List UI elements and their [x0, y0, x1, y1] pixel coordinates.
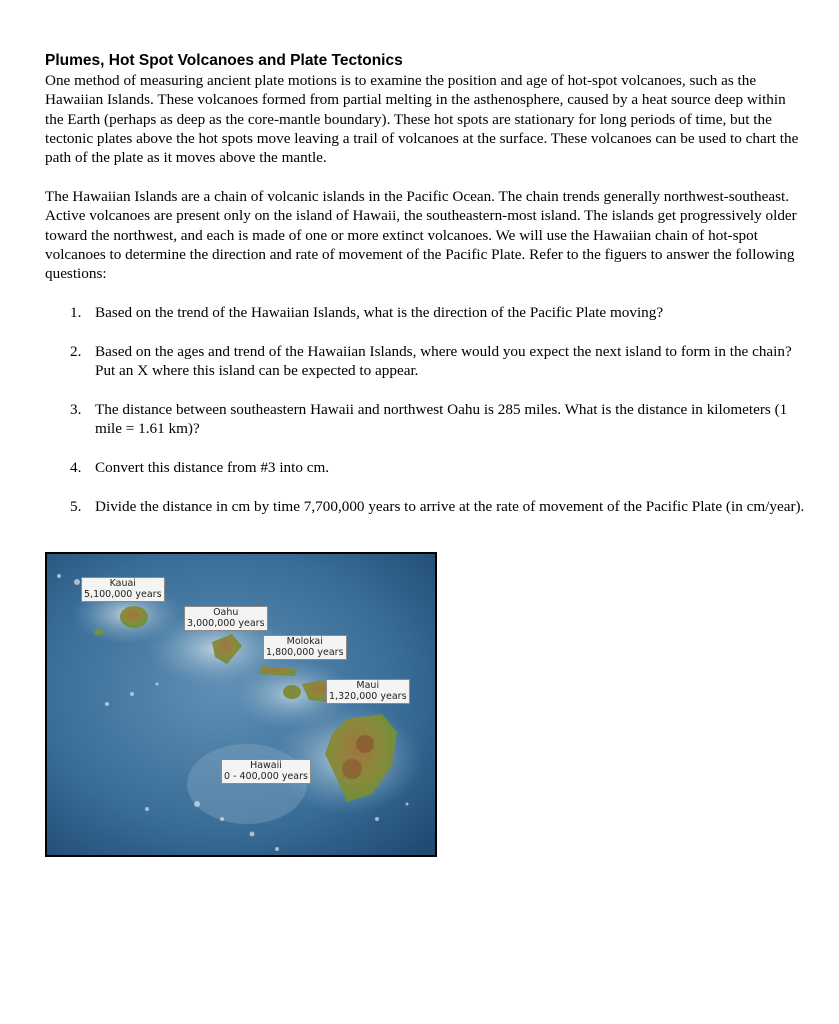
question-text: Convert this distance from #3 into cm.: [95, 459, 330, 476]
hawaii-label: [221, 759, 311, 784]
maui-label: [326, 679, 410, 704]
page-title: Plumes, Hot Spot Volcanoes and Plate Tectonics: [45, 52, 403, 69]
island-name: Kauai: [109, 578, 136, 589]
question-5: [70, 497, 805, 516]
island-age: 0 - 400,000 years: [224, 770, 308, 782]
island-age: 5,100,000 years: [84, 588, 162, 600]
hawaii-paragraph: The Hawaiian Islands are a chain of volcanic islands in the Pacific Ocean. The chain trends generally northwest-southeast. Active volcanoes are present only on the island of Hawaii, the southeastern-most island. The islands get progressively older toward the northwest, and each is made of one or more extinct volcanoes. We will use the Hawaiian chain of hot-spot volcanoes to determine the direction and rate of movement of the Pacific Plate. Refer to the figuers to answer the following questions:: [45, 188, 797, 283]
question-2: [70, 342, 805, 381]
question-number: 3.: [70, 401, 82, 418]
question-number: 1.: [70, 304, 82, 321]
kauai-label: [81, 577, 165, 602]
question-text: Based on the trend of the Hawaiian Islands, what is the direction of the Pacific Plate moving?: [95, 304, 664, 321]
question-text: Divide the distance in cm by time 7,700,000 years to arrive at the rate of movement of the Pacific Plate (in cm/year).: [95, 498, 805, 515]
question-text: The distance between southeastern Hawaii and northwest Oahu is 285 miles. What is the distance in kilometers (1 mile = 1.61 km)?: [95, 401, 788, 438]
question-number: 4.: [70, 459, 82, 476]
molokai-label: [263, 635, 347, 660]
island-name: Oahu: [213, 607, 239, 618]
island-name: Hawaii: [250, 760, 282, 771]
island-age: 1,320,000 years: [329, 690, 407, 702]
kauai-island: [120, 606, 148, 628]
oahu-label: [184, 606, 268, 631]
island-age: 1,800,000 years: [266, 646, 344, 658]
island-name: Molokai: [286, 636, 323, 647]
island-name: Maui: [356, 680, 380, 691]
intro-paragraph: One method of measuring ancient plate motions is to examine the position and age of hot-spot volcanoes, such as the Hawaiian Islands. These volcanoes formed from partial melting in the asthenosphere, caused by a heat source deep within the Earth (perhaps as deep as the core-mantle boundary). These hot spots are stationary for long periods of time, but the tectonic plates above the hot spots move leaving a trail of volcanoes at the surface. These volcanoes can be used to chart the path of the plate as it moves above the mantle.: [45, 72, 799, 167]
question-text: Based on the ages and trend of the Hawaiian Islands, where would you expect the next island to form in the chain? Put an X where this island can be expected to appear.: [95, 343, 792, 380]
question-3: [70, 400, 805, 439]
question-1: [70, 303, 805, 322]
question-4: [70, 458, 805, 477]
island-age: 3,000,000 years: [187, 617, 265, 629]
hawaiian-islands-map: [45, 552, 437, 857]
question-number: 2.: [70, 343, 82, 360]
question-number: 5.: [70, 498, 82, 515]
